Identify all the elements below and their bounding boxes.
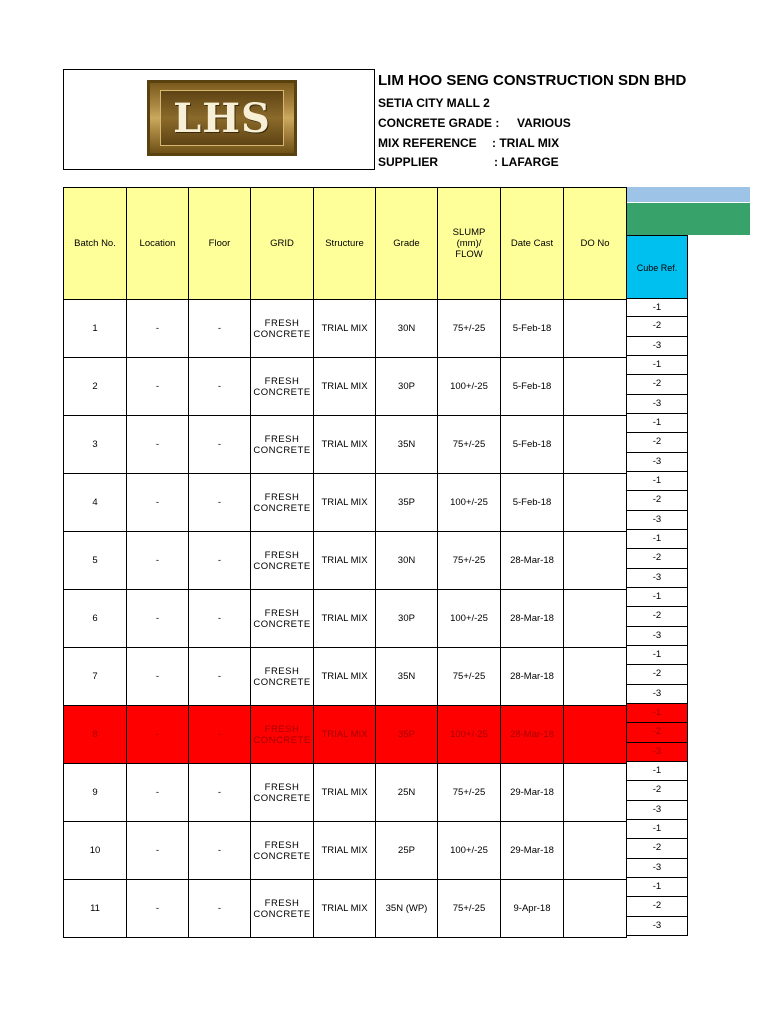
cell-date-cast: 29-Mar-18 bbox=[501, 822, 564, 880]
cell-grade: 30P bbox=[376, 590, 438, 648]
table-header-row bbox=[64, 188, 627, 300]
col-header-date-cast: Date Cast bbox=[501, 188, 564, 300]
col-header-grid: GRID bbox=[251, 188, 314, 300]
cube-ref-cell: -2 bbox=[626, 665, 688, 684]
cell-location: - bbox=[127, 880, 189, 938]
cube-ref-cell: -3 bbox=[626, 569, 688, 588]
cube-ref-cell: -2 bbox=[626, 897, 688, 916]
cell-batch: 7 bbox=[64, 648, 127, 706]
cell-grade: 25N bbox=[376, 764, 438, 822]
cell-floor: - bbox=[189, 416, 251, 474]
cell-grid: FRESH CONCRETE bbox=[251, 880, 314, 938]
cube-ref-column bbox=[626, 298, 688, 936]
table-row bbox=[64, 532, 627, 590]
cell-do-no bbox=[564, 300, 627, 358]
cell-structure: TRIAL MIX bbox=[314, 764, 376, 822]
cell-batch: 2 bbox=[64, 358, 127, 416]
cell-slump: 75+/-25 bbox=[438, 880, 501, 938]
cube-ref-cell: -2 bbox=[626, 549, 688, 568]
cell-do-no bbox=[564, 532, 627, 590]
cell-structure: TRIAL MIX bbox=[314, 648, 376, 706]
cube-ref-cell: -1 bbox=[626, 530, 688, 549]
cell-do-no bbox=[564, 880, 627, 938]
cell-slump: 100+/-25 bbox=[438, 474, 501, 532]
cell-date-cast: 5-Feb-18 bbox=[501, 416, 564, 474]
cell-date-cast: 28-Mar-18 bbox=[501, 648, 564, 706]
cell-structure: TRIAL MIX bbox=[314, 706, 376, 764]
cell-slump: 100+/-25 bbox=[438, 822, 501, 880]
cell-grid: FRESH CONCRETE bbox=[251, 648, 314, 706]
cell-floor: - bbox=[189, 590, 251, 648]
supplier-row bbox=[378, 155, 559, 169]
cell-floor: - bbox=[189, 880, 251, 938]
cell-structure: TRIAL MIX bbox=[314, 822, 376, 880]
cube-ref-cell: -3 bbox=[626, 337, 688, 356]
cell-grade: 30P bbox=[376, 358, 438, 416]
col-header-slump: SLUMP (mm)/ FLOW bbox=[438, 188, 501, 300]
cell-structure: TRIAL MIX bbox=[314, 474, 376, 532]
cube-ref-cell: -2 bbox=[626, 317, 688, 336]
batch-table bbox=[63, 187, 627, 938]
table-row bbox=[64, 416, 627, 474]
cube-ref-cell: -1 bbox=[626, 646, 688, 665]
cube-ref-cell: -1 bbox=[626, 356, 688, 375]
cell-grid: FRESH CONCRETE bbox=[251, 822, 314, 880]
cell-date-cast: 29-Mar-18 bbox=[501, 764, 564, 822]
cell-location: - bbox=[127, 590, 189, 648]
cell-structure: TRIAL MIX bbox=[314, 590, 376, 648]
cell-location: - bbox=[127, 648, 189, 706]
cube-ref-cell: -2 bbox=[626, 839, 688, 858]
cell-batch: 8 bbox=[64, 706, 127, 764]
cube-ref-cell: -2 bbox=[626, 781, 688, 800]
supplier-value: : LAFARGE bbox=[494, 155, 559, 169]
cell-structure: TRIAL MIX bbox=[314, 300, 376, 358]
header-strip-green bbox=[626, 203, 750, 235]
cell-batch: 9 bbox=[64, 764, 127, 822]
table-row bbox=[64, 648, 627, 706]
cell-location: - bbox=[127, 706, 189, 764]
cell-floor: - bbox=[189, 358, 251, 416]
cell-date-cast: 28-Mar-18 bbox=[501, 590, 564, 648]
cube-ref-cell: -3 bbox=[626, 859, 688, 878]
company-name: LIM HOO SENG CONSTRUCTION SDN BHD bbox=[378, 72, 687, 89]
cell-floor: - bbox=[189, 822, 251, 880]
cell-location: - bbox=[127, 416, 189, 474]
cell-slump: 75+/-25 bbox=[438, 764, 501, 822]
cube-ref-cell: -1 bbox=[626, 704, 688, 723]
cube-ref-cell: -1 bbox=[626, 820, 688, 839]
col-header-structure: Structure bbox=[314, 188, 376, 300]
cell-do-no bbox=[564, 764, 627, 822]
logo-plate bbox=[160, 90, 284, 146]
cube-ref-cell: -3 bbox=[626, 917, 688, 936]
concrete-grade-row bbox=[378, 116, 571, 130]
cell-batch: 5 bbox=[64, 532, 127, 590]
cell-do-no bbox=[564, 822, 627, 880]
mix-reference-row bbox=[378, 136, 560, 150]
cube-ref-cell: -3 bbox=[626, 801, 688, 820]
cell-grade: 25P bbox=[376, 822, 438, 880]
cube-ref-cell: -2 bbox=[626, 375, 688, 394]
cube-ref-cell: -1 bbox=[626, 414, 688, 433]
cell-floor: - bbox=[189, 300, 251, 358]
cube-ref-cell: -2 bbox=[626, 723, 688, 742]
logo-text: LHS bbox=[173, 94, 271, 142]
cell-structure: TRIAL MIX bbox=[314, 358, 376, 416]
cell-date-cast: 28-Mar-18 bbox=[501, 706, 564, 764]
cell-grade: 30N bbox=[376, 532, 438, 590]
cube-ref-cell: -3 bbox=[626, 743, 688, 762]
cell-batch: 11 bbox=[64, 880, 127, 938]
cell-floor: - bbox=[189, 764, 251, 822]
cell-grade: 35P bbox=[376, 474, 438, 532]
cube-ref-cell: -3 bbox=[626, 511, 688, 530]
cell-slump: 75+/-25 bbox=[438, 648, 501, 706]
cell-grade: 30N bbox=[376, 300, 438, 358]
cell-location: - bbox=[127, 764, 189, 822]
table-row bbox=[64, 358, 627, 416]
cube-ref-cell: -3 bbox=[626, 685, 688, 704]
project-name: SETIA CITY MALL 2 bbox=[378, 96, 490, 110]
cell-do-no bbox=[564, 590, 627, 648]
table-row bbox=[64, 822, 627, 880]
cube-ref-cell: -3 bbox=[626, 627, 688, 646]
concrete-grade-label: CONCRETE GRADE : bbox=[378, 116, 500, 130]
cell-grade: 35N bbox=[376, 648, 438, 706]
concrete-grade-value: VARIOUS bbox=[517, 116, 571, 130]
cube-ref-cell: -1 bbox=[626, 588, 688, 607]
cell-batch: 6 bbox=[64, 590, 127, 648]
cube-ref-cell: -2 bbox=[626, 607, 688, 626]
cell-floor: - bbox=[189, 648, 251, 706]
cell-grade: 35N (WP) bbox=[376, 880, 438, 938]
table-row bbox=[64, 474, 627, 532]
cell-grid: FRESH CONCRETE bbox=[251, 706, 314, 764]
cell-slump: 75+/-25 bbox=[438, 300, 501, 358]
table-row bbox=[64, 764, 627, 822]
company-logo bbox=[147, 80, 297, 156]
mix-reference-value: : TRIAL MIX bbox=[492, 136, 560, 150]
cell-structure: TRIAL MIX bbox=[314, 416, 376, 474]
cube-ref-cell: -2 bbox=[626, 491, 688, 510]
cell-location: - bbox=[127, 358, 189, 416]
col-header-floor: Floor bbox=[189, 188, 251, 300]
col-header-grade: Grade bbox=[376, 188, 438, 300]
cell-grid: FRESH CONCRETE bbox=[251, 416, 314, 474]
cell-grade: 35N bbox=[376, 416, 438, 474]
cube-ref-cell: -3 bbox=[626, 395, 688, 414]
header-strip-blue bbox=[626, 187, 750, 202]
cell-date-cast: 28-Mar-18 bbox=[501, 532, 564, 590]
cell-slump: 100+/-25 bbox=[438, 358, 501, 416]
cell-floor: - bbox=[189, 474, 251, 532]
cell-date-cast: 5-Feb-18 bbox=[501, 300, 564, 358]
cell-do-no bbox=[564, 474, 627, 532]
cell-batch: 1 bbox=[64, 300, 127, 358]
cell-location: - bbox=[127, 474, 189, 532]
cell-batch: 3 bbox=[64, 416, 127, 474]
cell-grid: FRESH CONCRETE bbox=[251, 590, 314, 648]
cell-batch: 4 bbox=[64, 474, 127, 532]
table-row bbox=[64, 706, 627, 764]
cell-grid: FRESH CONCRETE bbox=[251, 358, 314, 416]
cell-date-cast: 9-Apr-18 bbox=[501, 880, 564, 938]
cell-do-no bbox=[564, 416, 627, 474]
cube-ref-header: Cube Ref. bbox=[626, 235, 688, 299]
cell-grid: FRESH CONCRETE bbox=[251, 764, 314, 822]
mix-reference-label: MIX REFERENCE bbox=[378, 136, 477, 150]
col-header-do-no: DO No bbox=[564, 188, 627, 300]
col-header-location: Location bbox=[127, 188, 189, 300]
cube-ref-cell: -3 bbox=[626, 453, 688, 472]
cell-date-cast: 5-Feb-18 bbox=[501, 474, 564, 532]
cell-grid: FRESH CONCRETE bbox=[251, 300, 314, 358]
cube-ref-cell: -2 bbox=[626, 433, 688, 452]
cell-grid: FRESH CONCRETE bbox=[251, 474, 314, 532]
cell-structure: TRIAL MIX bbox=[314, 880, 376, 938]
cell-do-no bbox=[564, 706, 627, 764]
col-header-batch: Batch No. bbox=[64, 188, 127, 300]
cell-slump: 100+/-25 bbox=[438, 590, 501, 648]
cube-ref-cell: -1 bbox=[626, 762, 688, 781]
table-row bbox=[64, 300, 627, 358]
supplier-label: SUPPLIER bbox=[378, 155, 439, 169]
cell-floor: - bbox=[189, 532, 251, 590]
cell-slump: 75+/-25 bbox=[438, 532, 501, 590]
cell-batch: 10 bbox=[64, 822, 127, 880]
table-row bbox=[64, 880, 627, 938]
cell-floor: - bbox=[189, 706, 251, 764]
cell-slump: 100+/-25 bbox=[438, 706, 501, 764]
cell-date-cast: 5-Feb-18 bbox=[501, 358, 564, 416]
cell-do-no bbox=[564, 358, 627, 416]
cell-location: - bbox=[127, 300, 189, 358]
cube-ref-cell: -1 bbox=[626, 298, 688, 317]
cube-ref-cell: -1 bbox=[626, 472, 688, 491]
cell-slump: 75+/-25 bbox=[438, 416, 501, 474]
cell-structure: TRIAL MIX bbox=[314, 532, 376, 590]
cube-ref-cell: -1 bbox=[626, 878, 688, 897]
cell-location: - bbox=[127, 822, 189, 880]
table-row bbox=[64, 590, 627, 648]
cell-grade: 35P bbox=[376, 706, 438, 764]
cell-grid: FRESH CONCRETE bbox=[251, 532, 314, 590]
cell-location: - bbox=[127, 532, 189, 590]
cell-do-no bbox=[564, 648, 627, 706]
